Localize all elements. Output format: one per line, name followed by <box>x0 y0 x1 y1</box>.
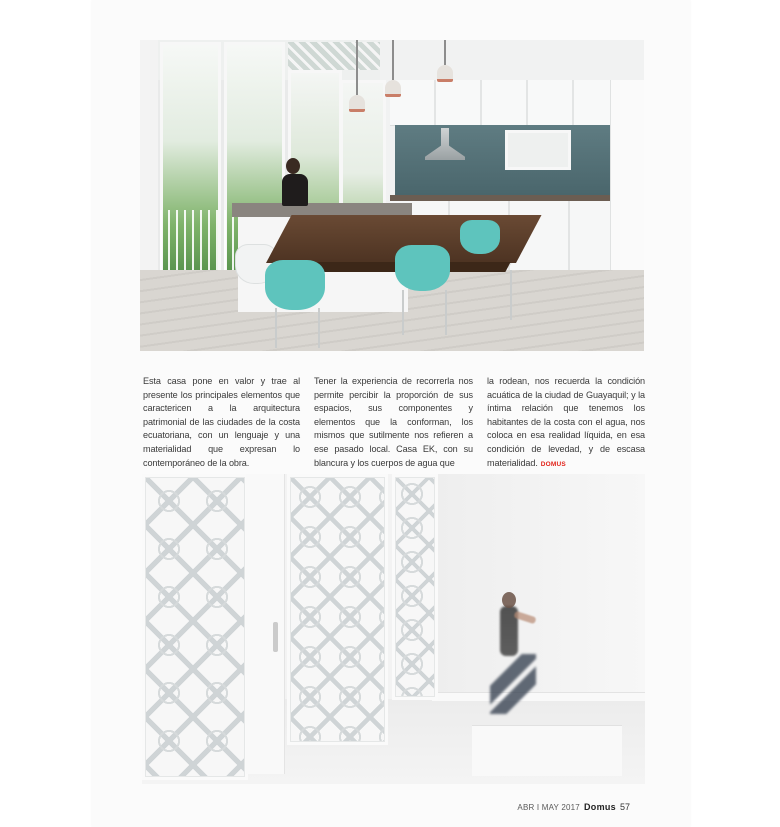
issue-date: ABR I MAY 2017 <box>517 803 580 812</box>
pendant-lamp <box>385 80 401 97</box>
magazine-brand: Domus <box>583 802 616 812</box>
chair-leg <box>402 290 404 335</box>
pendant-cord <box>444 40 446 65</box>
pendant-lamp <box>349 95 365 112</box>
kitchen-photo <box>140 40 644 351</box>
pendant-cord <box>356 40 358 95</box>
floor-step <box>472 726 622 776</box>
chair-leg <box>445 290 447 335</box>
column-text: Esta casa pone en valor y trae al presente los principales elementos que caractericen a la arquitectura patrimonial de las ciudades de la costa ecuatoriana, con un lenguaje y una materialidad que expresan lo contemporáneo de la obra. <box>143 376 300 468</box>
upper-cabinets <box>390 80 620 126</box>
lattice-screen <box>142 474 248 780</box>
woman-figure <box>282 174 308 206</box>
chair-leg <box>318 308 320 348</box>
lattice-room-photo <box>142 474 645 784</box>
glass-backsplash <box>395 125 613 195</box>
page-number: 57 <box>619 802 630 812</box>
end-mark-logo: DOMUS <box>540 460 566 468</box>
text-column-2 <box>314 375 473 470</box>
chair-leg <box>275 308 277 348</box>
door-frame <box>246 474 285 774</box>
tall-cabinet <box>610 80 644 270</box>
door-handle <box>273 622 278 652</box>
column-text: Tener la experiencia de recorrerla nos permite percibir la proporción de sus espacios, sus componentes y elementos que la conforman, los mismos que sutilmente nos refieren a ese pasado local. Casa EK, con su blancura y los cuerpos de agua que <box>314 376 473 468</box>
lattice-screen <box>392 474 438 700</box>
person-legs <box>490 654 536 714</box>
pendant-lamp <box>437 65 453 82</box>
turquoise-chair <box>460 220 500 254</box>
turquoise-chair <box>395 245 450 291</box>
pendant-cord <box>392 40 394 80</box>
display-shelf <box>505 130 571 170</box>
text-column-1 <box>143 375 300 470</box>
white-wall <box>432 474 645 704</box>
baseboard <box>432 692 645 701</box>
person-head <box>502 592 516 608</box>
lattice-door <box>287 474 388 745</box>
lattice-transom <box>288 42 380 70</box>
text-column-3 <box>487 375 645 471</box>
turquoise-chair <box>265 260 325 310</box>
page-footer <box>517 802 630 812</box>
chair-leg <box>510 270 512 320</box>
woman-head <box>286 158 300 174</box>
column-text: la rodean, nos recuerda la condición acuática de la ciudad de Guayaquil; y la íntima relación que tenemos los habitantes de la costa con el agua, nos coloca en esa realidad líquida, en esa condición de levedad, y de escasa materialidad. <box>487 376 645 468</box>
